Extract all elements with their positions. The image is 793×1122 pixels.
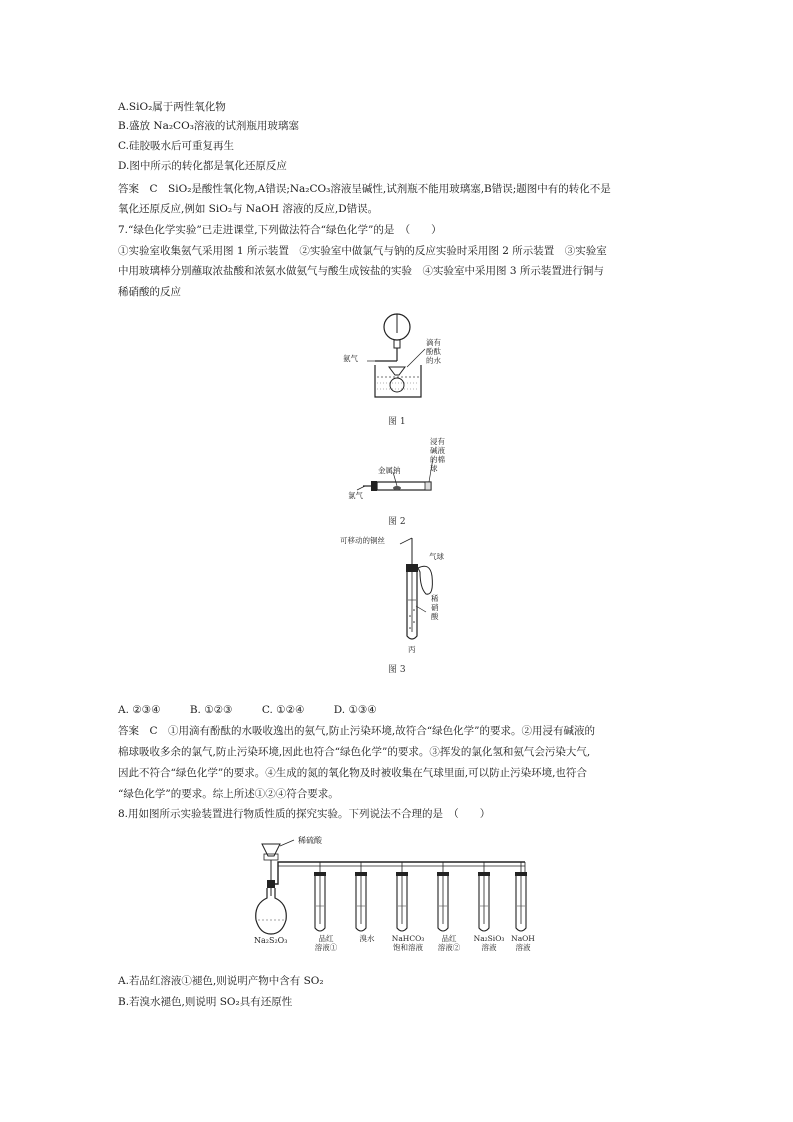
q7-answer-line-4: “绿色化学”的要求。综上所述①②④符合要求。 xyxy=(118,788,339,800)
figure-3-balloon-label: 气球 xyxy=(429,552,444,561)
q7-option-a: A. ②③④ xyxy=(118,704,161,716)
q6-option-d: D.图中所示的转化都是氧化还原反应 xyxy=(118,160,287,172)
q7-options xyxy=(118,702,678,718)
q8-acid-label: 稀硫酸 xyxy=(298,836,322,845)
q8-tube-3-label-line-2: 饱和溶液 xyxy=(393,943,423,952)
q8-tube-3-label-line-1: NaHCO₃ xyxy=(391,934,425,943)
figure-3-caption: 图 3 xyxy=(388,665,406,675)
q6-answer-line-1: 答案 C SiO₂是酸性氧化物,A错误;Na₂CO₃溶液呈碱性,试剂瓶不能用玻璃塞,B错误;题图中有的转化不是 xyxy=(118,183,611,195)
q8-tube-6-label xyxy=(508,934,538,952)
q8-tube-1-label xyxy=(312,934,340,952)
q8-tube-6-label-line-1: NaOH xyxy=(511,934,535,943)
q8-tube-4 xyxy=(437,862,449,931)
q7-stem: 7.“绿色化学实验”已走进课堂,下列做法符合“绿色化学”的是 （ ） xyxy=(118,224,442,236)
q8-option-a: A.若品红溶液①褪色,则说明产物中含有 SO₂ xyxy=(118,975,324,987)
q8-tube-3 xyxy=(396,862,408,931)
q8-stem: 8.用如图所示实验装置进行物质性质的探究实验。下列说法不合理的是 （ ） xyxy=(118,808,491,820)
q8-tube-1-label-line-2: 溶液① xyxy=(314,943,338,952)
figure-3-acid-label: 稀硝酸 xyxy=(431,594,439,621)
q8-tube-1-label-line-1: 品红 xyxy=(318,934,334,943)
q8-tube-5 xyxy=(478,862,490,931)
q8-tube-4-label-line-1: 品红 xyxy=(441,934,457,943)
q8-tube-2-label xyxy=(353,934,381,943)
figure-3-tube-label: 丙 xyxy=(408,645,416,654)
q6-answer-line-2: 氧化还原反应,例如 SiO₂与 NaOH 溶液的反应,D错误。 xyxy=(118,203,379,215)
q8-tube-4-label-line-2: 溶液② xyxy=(437,943,461,952)
figure-1-gas-label: 氨气 xyxy=(343,354,358,363)
q7-body-line-1: ①实验室收集氨气采用图 1 所示装置 ②实验室中做氯气与钠的反应实验时采用图 2 所示装置 ③实验室 xyxy=(118,245,607,257)
q8-tube-5-label xyxy=(470,934,508,952)
figure-2-gas-label: 氯气 xyxy=(348,491,363,500)
q7-option-b: B. ①②③ xyxy=(189,704,233,716)
q8-tube-5-label-line-1: Na₂SiO₃ xyxy=(473,934,505,943)
figure-1-side-label: 滴有酚酞的水 xyxy=(426,338,441,365)
q7-body-line-2: 中用玻璃棒分别蘸取浓盐酸和浓氨水做氨气与酸生成铵盐的实验 ④实验室中采用图 3 所示装置进行铜与 xyxy=(118,265,604,277)
q7-body-line-3: 稀硝酸的反应 xyxy=(118,286,181,298)
q6-option-c: C.硅胶吸水后可重复再生 xyxy=(118,140,234,152)
q7-option-d: D. ①③④ xyxy=(333,704,377,716)
q7-option-c: C. ①②④ xyxy=(261,704,305,716)
figure-3-wire-label: 可移动的铜丝 xyxy=(340,536,385,545)
q8-tube-6 xyxy=(515,862,527,931)
q6-option-a: A.SiO₂属于两性氧化物 xyxy=(118,101,226,113)
figure-3-copper-nitric-apparatus xyxy=(360,536,460,646)
q8-tube-2 xyxy=(355,862,367,931)
q7-answer-line-3: 因此不符合“绿色化学”的要求。④生成的氮的氧化物及时被收集在气球里面,可以防止污染环境,也符合 xyxy=(118,767,587,779)
q8-tube-3-label xyxy=(388,934,428,952)
q8-tube-5-label-line-2: 溶液 xyxy=(481,943,497,952)
figure-2-caption: 图 2 xyxy=(388,517,406,527)
q8-tube-1 xyxy=(314,862,326,931)
q8-tube-2-label-line-1: 溴水 xyxy=(359,934,375,943)
q8-option-b: B.若溴水褪色,则说明 SO₂具有还原性 xyxy=(118,996,293,1008)
figure-2-metal-label: 金属钠 xyxy=(378,466,401,475)
figure-2-side-label: 浸有碱液的棉球 xyxy=(430,437,445,473)
q8-apparatus-diagram xyxy=(250,832,545,947)
figure-1-caption: 图 1 xyxy=(388,417,406,427)
q6-option-b: B.盛放 Na₂CO₃溶液的试剂瓶用玻璃塞 xyxy=(118,120,299,132)
q7-answer-line-2: 棉球吸收多余的氯气,防止污染环境,因此也符合“绿色化学”的要求。③挥发的氯化氢和氨气会污染大气, xyxy=(118,746,591,758)
q7-answer-line-1: 答案 C ①用滴有酚酞的水吸收逸出的氨气,防止污染环境,故符合“绿色化学”的要求。②用浸有碱液的 xyxy=(118,725,595,737)
q8-flask-label: Na₂S₂O₃ xyxy=(254,936,288,945)
q8-tube-4-label xyxy=(435,934,463,952)
q8-tube-6-label-line-2: 溶液 xyxy=(515,943,531,952)
